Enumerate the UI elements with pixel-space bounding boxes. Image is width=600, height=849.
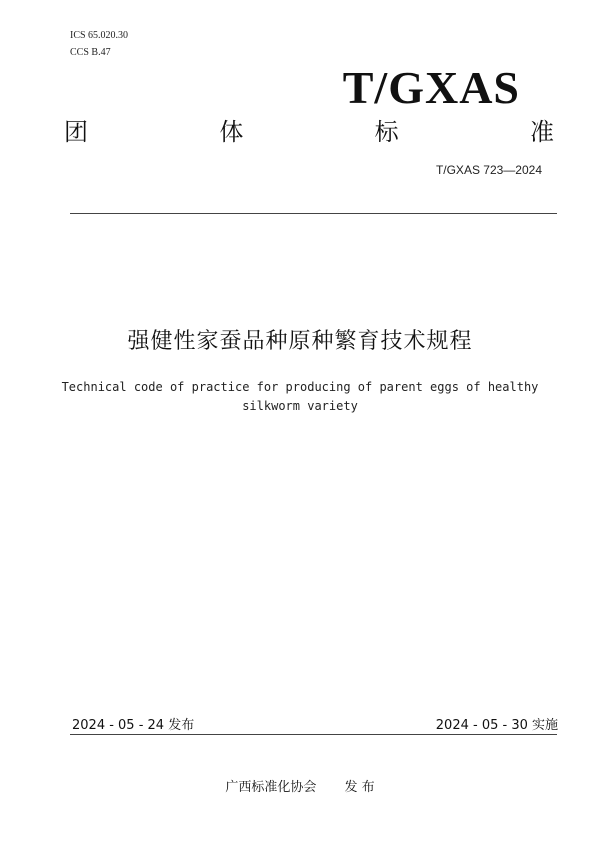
english-title-line: Technical code of practice for producing of parent eggs of healthy — [61, 380, 539, 394]
ics-code: ICS 65.020.30 — [70, 30, 129, 41]
classification-codes — [70, 27, 128, 61]
standard-type-char: 团 — [64, 118, 88, 146]
publish-word: 发 布 — [344, 780, 375, 795]
publish-date: 2024 - 05 - 24 发布 — [72, 718, 195, 733]
standard-type-char: 标 — [374, 118, 399, 146]
publisher-line — [0, 776, 600, 795]
standard-logo: T/GXAS — [342, 62, 520, 113]
ccs-code: CCS B.47 — [70, 47, 111, 58]
standard-type-char: 准 — [529, 118, 554, 146]
english-title — [0, 378, 600, 416]
standard-number: T/GXAS 723—2024 — [435, 163, 542, 177]
english-title-line: silkworm variety — [242, 399, 358, 413]
top-divider — [70, 213, 557, 214]
implement-date: 2024 - 05 - 30 实施 — [435, 718, 558, 733]
chinese-title: 强健性家蚕品种原种繁育技术规程 — [127, 329, 473, 354]
standard-type — [64, 116, 554, 148]
standard-type-char: 体 — [219, 118, 244, 146]
publisher-name: 广西标准化协会 — [225, 780, 317, 795]
bottom-divider — [70, 734, 557, 735]
